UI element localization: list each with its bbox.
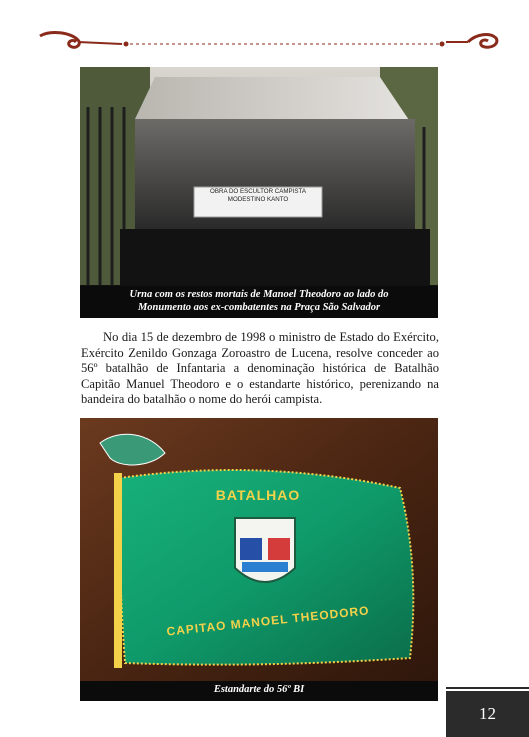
plaque-text xyxy=(194,188,322,204)
caption-text: Estandarte do 56º BI xyxy=(213,684,305,695)
caption-line-2: Monumento aos ex-combatentes na Praça São Salvador xyxy=(137,302,381,313)
figure-caption xyxy=(80,681,438,701)
caption-line-1: Urna com os restos mortais de Manoel Theodoro ao lado do xyxy=(129,289,389,300)
flag-photo xyxy=(80,418,438,681)
plaque-line-1: OBRA DO ESCULTOR CAMPISTA xyxy=(210,188,306,195)
figure-caption xyxy=(80,286,438,318)
page-number-box xyxy=(446,691,529,737)
scroll-divider-icon xyxy=(30,28,500,58)
paragraph-text: No dia 15 de dezembro de 1998 o ministro de Estado do Exército, Exército Zenildo Gonzaga Zoroastro de Lucena, resolve conceder ao 56º batalhão de Infantaria a denominação histórica de Batalhão Capitão Manuel Theodoro e o estandarte histórico, perenizando na bandeira do batalhão o nome do herói campista. xyxy=(81,330,439,407)
urn-photo-figure xyxy=(80,67,438,318)
flag-bottom-text: CAPITAO MANOEL THEODORO xyxy=(165,603,371,639)
urn-photo xyxy=(80,67,438,285)
plaque-line-2: MODESTINO KANTO xyxy=(227,196,289,203)
page-number-rule xyxy=(446,687,529,689)
flag-photo-figure xyxy=(80,418,438,701)
page-number: 12 xyxy=(479,704,496,723)
flag-top-text: BATALHAO xyxy=(215,487,301,503)
body-paragraph xyxy=(81,330,439,408)
